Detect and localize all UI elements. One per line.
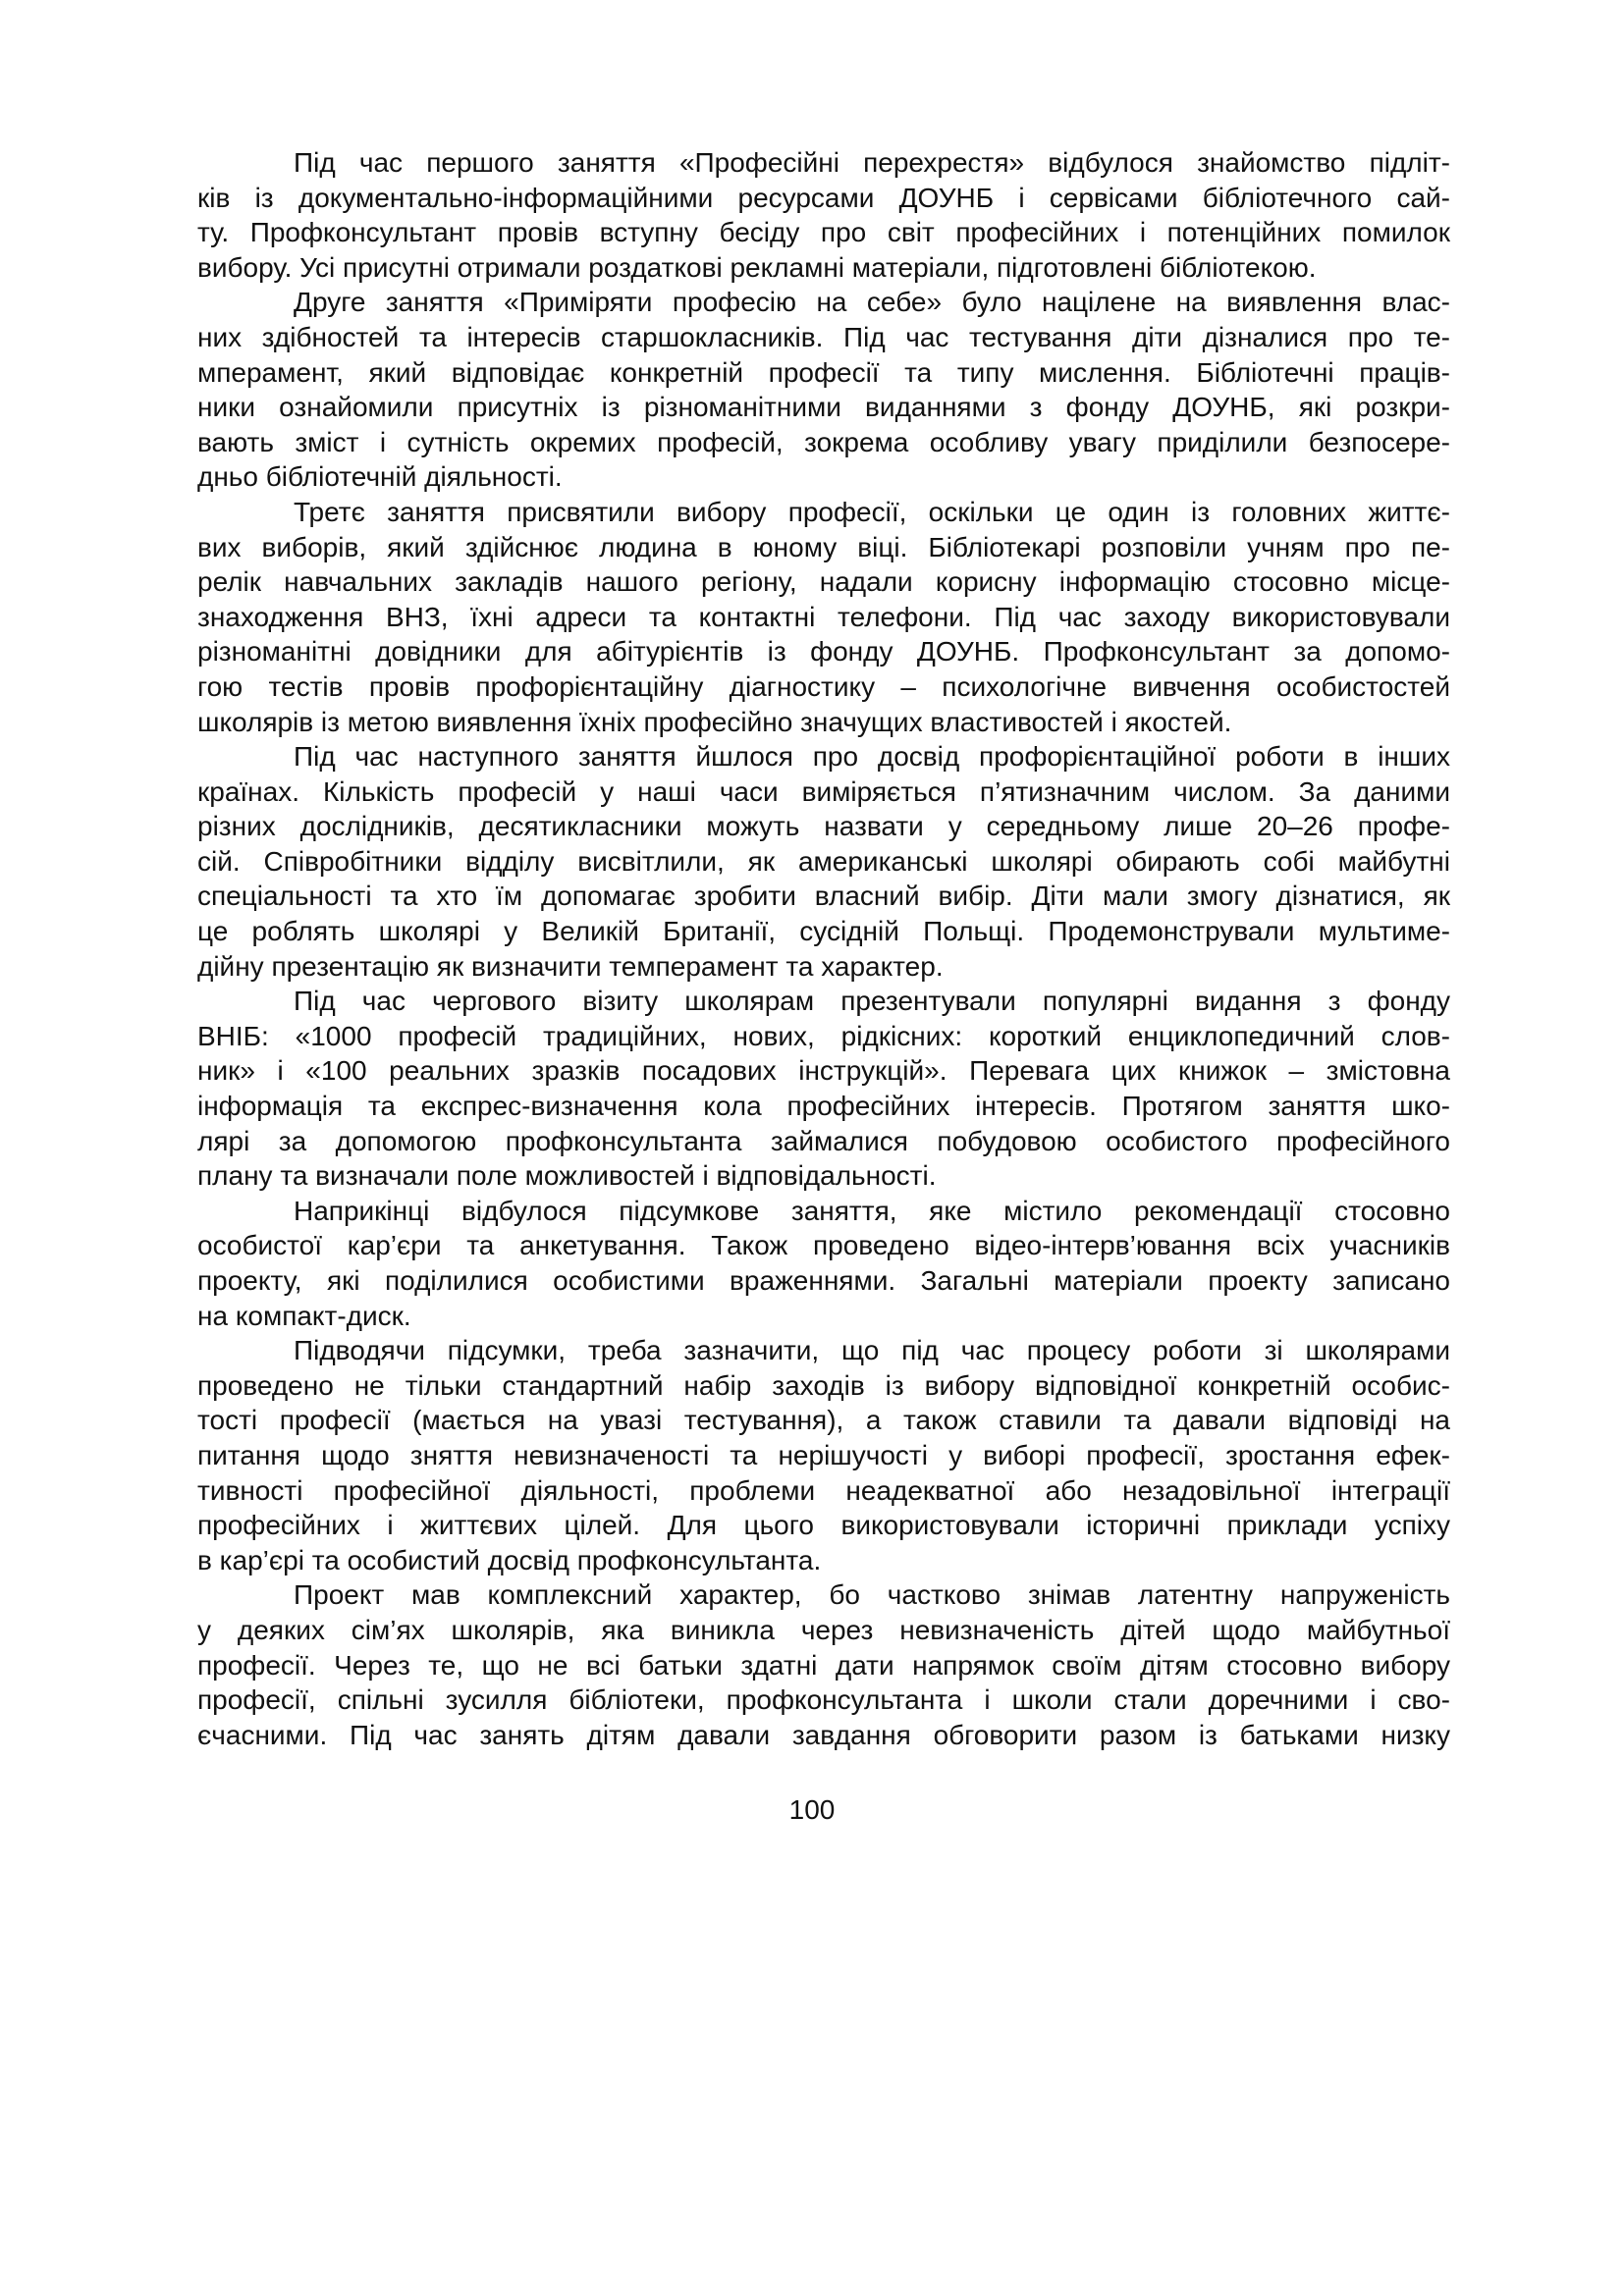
- text-line: проекту, які поділилися особистими враженнями. Загальні матеріали проекту записано: [197, 1265, 1450, 1296]
- text-line: різних дослідників, десятикласники можуть назвати у середньому лише 20–26 профе-: [197, 811, 1450, 842]
- paragraph: [197, 1194, 1450, 1333]
- text-line: Проект мав комплексний характер, бо частково знімав латентну напруженість: [294, 1579, 1450, 1611]
- text-line: особистої кар’єри та анкетування. Також проведено відео-інтерв’ювання всіх учасників: [197, 1230, 1450, 1261]
- text-line: знаходження ВНЗ, їхні адреси та контактні телефони. Під час заходу використовували: [197, 601, 1450, 632]
- text-line: Підводячи підсумки, треба зазначити, що під час процесу роботи зі школярами: [294, 1335, 1450, 1366]
- text-line: школярів із метою виявлення їхніх професійно значущих властивостей і якостей.: [197, 706, 1232, 737]
- text-line: тивності професійної діяльності, проблеми неадекватної або незадовільної інтеграції: [197, 1474, 1450, 1506]
- text-line: у деяких сім’ях школярів, яка виникла через невизначеність дітей щодо майбутньої: [197, 1614, 1450, 1645]
- text-line: ту. Профконсультант провів вступну бесіду про світ професійних і потенційних помилок: [197, 217, 1450, 248]
- text-line: ків із документально-інформаційними ресурсами ДОУНБ і сервісами бібліотечного сай-: [197, 182, 1450, 213]
- text-line: в кар’єрі та особистий досвід профконсультанта.: [197, 1544, 822, 1575]
- text-line: професійних і життєвих цілей. Для цього використовували історичні приклади успіху: [197, 1510, 1450, 1541]
- text-line: професії. Через те, що не всі батьки здатні дати напрямок своїм дітям стосовно вибору: [197, 1649, 1450, 1681]
- text-line: Третє заняття присвятили вибору професії, оскільки це один із головних життє-: [294, 496, 1450, 527]
- text-line: інформація та експрес-визначення кола професійних інтересів. Протягом заняття шко-: [197, 1091, 1450, 1122]
- text-line: Друге заняття «Приміряти професію на себе» було націлене на виявлення влас-: [294, 287, 1450, 318]
- text-line: це роблять школярі у Великій Британії, сусідній Польщі. Продемонстрували мультиме-: [197, 916, 1450, 947]
- text-line: дійну презентацію як визначити темперамент та характер.: [197, 950, 944, 982]
- text-line: професії, спільні зусилля бібліотеки, профконсультанта і школи стали доречними і сво-: [197, 1684, 1450, 1716]
- text-line: ВНІБ: «1000 професій традиційних, нових, рідкісних: короткий енциклопедичний слов-: [197, 1020, 1450, 1051]
- text-line: ник» і «100 реальних зразків посадових інструкцій». Перевага цих книжок – змістовна: [197, 1055, 1450, 1087]
- text-line: Під час чергового візиту школярам презентували популярні видання з фонду: [294, 986, 1450, 1017]
- text-line: ники ознайомили присутніх із різноманітними виданнями з фонду ДОУНБ, які розкри-: [197, 392, 1450, 423]
- text-line: на компакт-диск.: [197, 1300, 411, 1331]
- text-line: різноманітні довідники для абітурієнтів із фонду ДОУНБ. Профконсультант за допомо-: [197, 636, 1450, 667]
- text-line: спеціальності та хто їм допомагає зробити власний вибір. Діти мали змогу дізнатися, як: [197, 881, 1450, 912]
- text-line: єчасними. Під час занять дітям давали завдання обговорити разом із батьками низку: [197, 1719, 1450, 1750]
- text-line: лярі за допомогою профконсультанта займалися побудовою особистого професійного: [197, 1125, 1450, 1156]
- paragraph: [197, 739, 1450, 984]
- body-text: [197, 145, 1450, 1752]
- text-line: них здібностей та інтересів старшокласників. Під час тестування діти дізналися про те-: [197, 321, 1450, 352]
- text-line: питання щодо зняття невизначеності та нерішучості у виборі професії, зростання ефек-: [197, 1439, 1450, 1470]
- text-line: проведено не тільки стандартний набір заходів із вибору відповідної конкретній особис-: [197, 1369, 1450, 1401]
- text-line: гою тестів провів профорієнтаційну діагностику – психологічне вивчення особистостей: [197, 670, 1450, 702]
- text-line: мперамент, який відповідає конкретній професії та типу мислення. Бібліотечні праців-: [197, 356, 1450, 388]
- paragraph: [197, 145, 1450, 285]
- text-line: Під час наступного заняття йшлося про досвід профорієнтаційної роботи в інших: [294, 741, 1450, 773]
- paragraph: [197, 495, 1450, 739]
- text-line: плану та визначали поле можливостей і відповідальності.: [197, 1160, 937, 1192]
- paragraph: [197, 285, 1450, 495]
- paragraph: [197, 984, 1450, 1194]
- text-line: Під час першого заняття «Професійні перехрестя» відбулося знайомство підліт-: [294, 147, 1450, 178]
- text-line: вих виборів, який здійснює людина в юному віці. Бібліотекарі розповіли учням про пе-: [197, 531, 1450, 562]
- text-line: релік навчальних закладів нашого регіону, надали корисну інформацію стосовно місце-: [197, 566, 1450, 598]
- paragraph: [197, 1577, 1450, 1752]
- text-line: країнах. Кількість професій у наші часи виміряється п’ятизначним числом. За даними: [197, 775, 1450, 807]
- text-line: сій. Співробітники відділу висвітлили, як американські школярі обирають собі майбутні: [197, 845, 1450, 877]
- text-line: вибору. Усі присутні отримали роздаткові рекламні матеріали, підготовлені бібліотекою.: [197, 251, 1317, 283]
- text-line: дньо бібліотечній діяльності.: [197, 461, 563, 493]
- paragraph: [197, 1333, 1450, 1577]
- text-line: Наприкінці відбулося підсумкове заняття, яке містило рекомендації стосовно: [294, 1195, 1450, 1226]
- text-line: тості професії (мається на увазі тестування), а також ставили та давали відповіді на: [197, 1405, 1450, 1436]
- text-line: вають зміст і сутність окремих професій, зокрема особливу увагу приділили безпосере-: [197, 426, 1450, 457]
- page-number: 100: [788, 1794, 836, 1825]
